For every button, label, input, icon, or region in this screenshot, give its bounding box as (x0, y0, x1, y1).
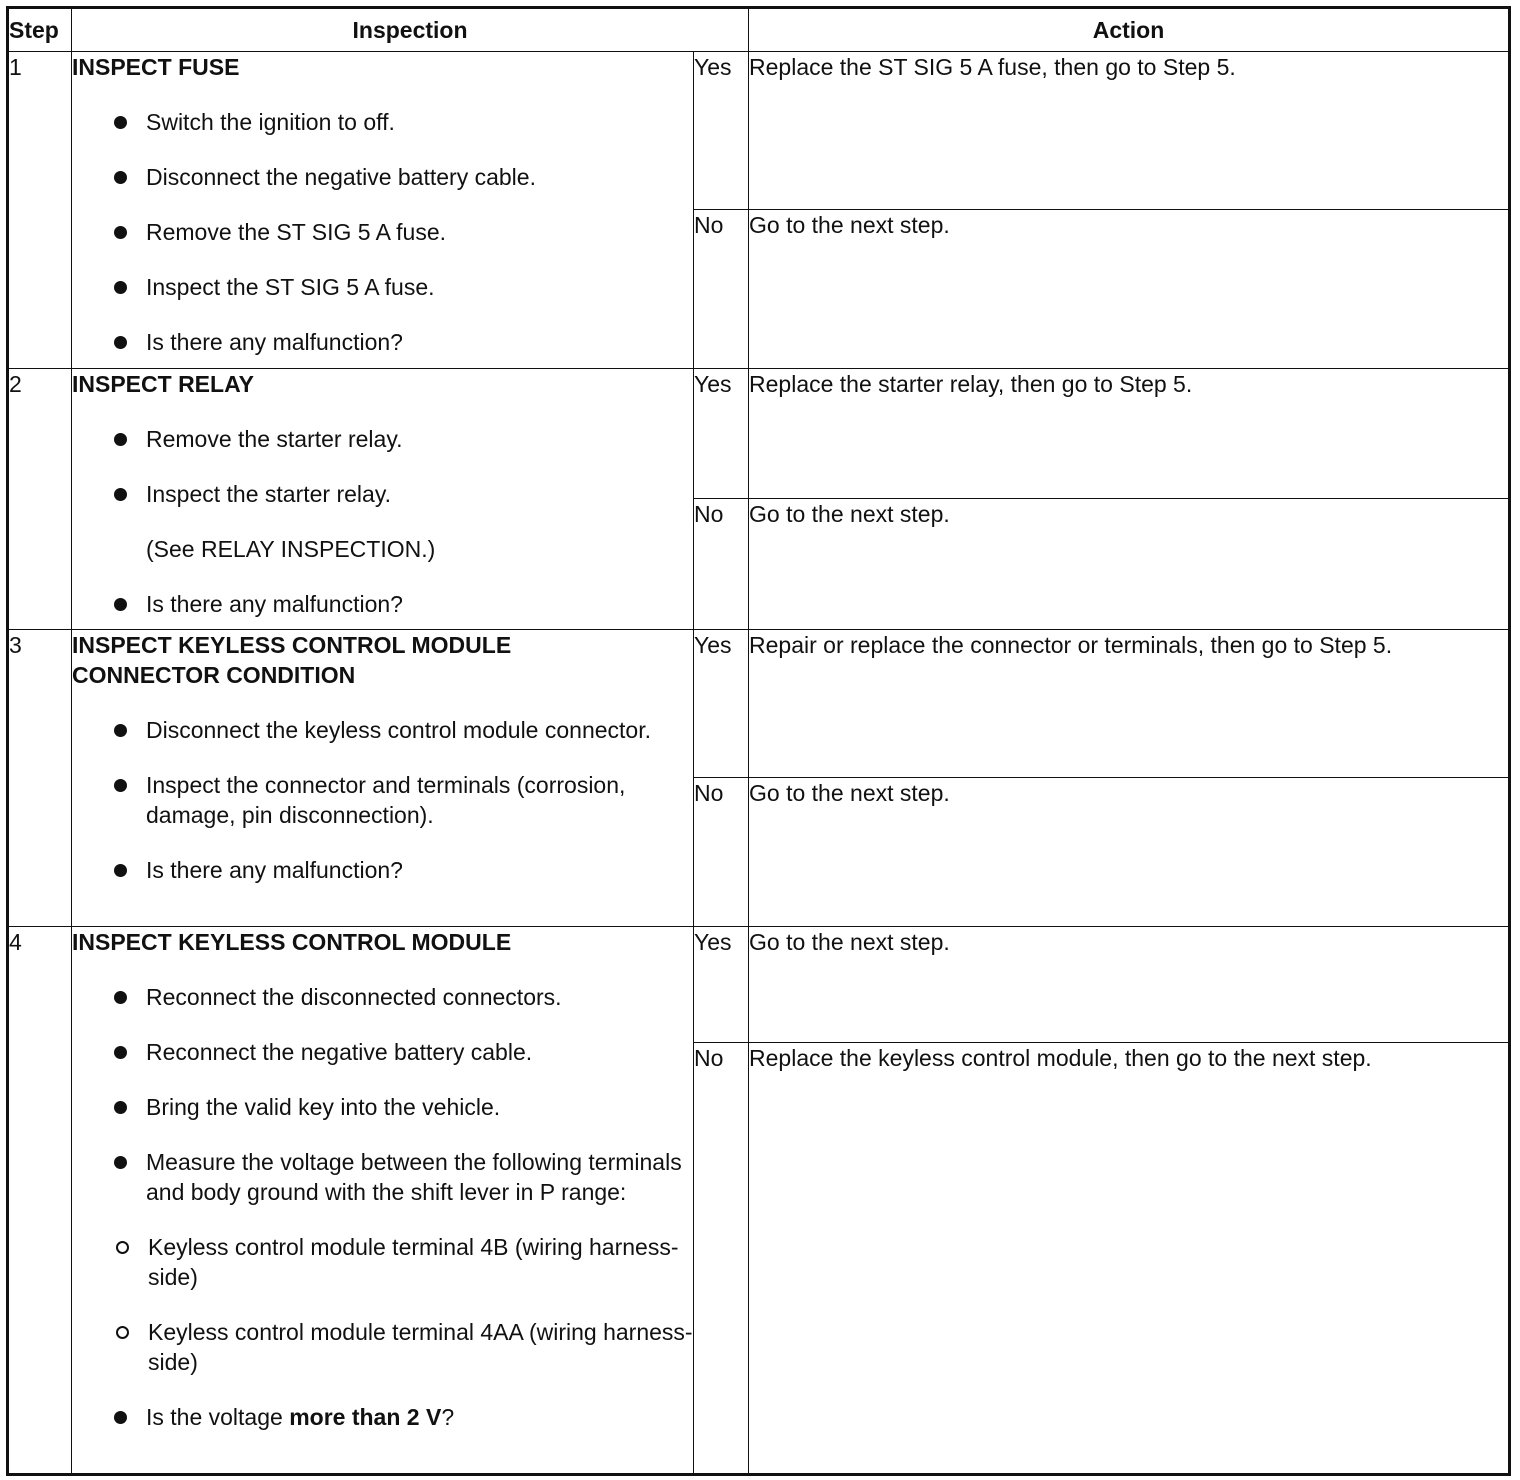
bullet-item: Inspect the connector and terminals (corrosion, damage, pin disconnection). (72, 770, 693, 830)
bullet-item: Reconnect the disconnected connectors. (72, 982, 693, 1012)
step-title: INSPECT FUSE (72, 54, 240, 80)
step-3-yes-row (8, 630, 1510, 778)
bullet-item: Switch the ignition to off. (72, 107, 693, 137)
step-4-yes-row (8, 927, 1510, 1043)
yes-action: Repair or replace the connector or terminals, then go to Step 5. (749, 630, 1510, 778)
no-action: Replace the keyless control module, then go to the next step. (749, 1043, 1510, 1475)
header-inspection: Inspection (72, 8, 749, 52)
bullet-item: Is there any malfunction? (72, 855, 693, 885)
bullet-item: Is there any malfunction? (72, 589, 693, 619)
step-title-line: INSPECT KEYLESS CONTROL MODULE (72, 632, 512, 658)
reference-note: (See RELAY INSPECTION.) (146, 536, 436, 562)
step-title: INSPECT KEYLESS CONTROL MODULE (72, 929, 512, 955)
bullet-text: ? (441, 1404, 455, 1430)
step-number: 3 (8, 630, 72, 927)
step-number: 4 (8, 927, 72, 1475)
bullet-item: Reconnect the negative battery cable. (72, 1037, 693, 1067)
no-label: No (694, 778, 749, 927)
step-1-inspection (72, 52, 694, 369)
bullet-emphasis: more than 2 V (289, 1404, 442, 1430)
yes-action: Go to the next step. (749, 927, 1510, 1043)
yes-label: Yes (694, 52, 749, 210)
bullet-item: Inspect the ST SIG 5 A fuse. (72, 272, 693, 302)
bullet-item: Inspect the starter relay. (72, 479, 693, 509)
yes-label: Yes (694, 369, 749, 499)
bullet-item: Remove the starter relay. (72, 424, 693, 454)
bullet-text: Is the voltage (146, 1404, 290, 1430)
no-action: Go to the next step. (749, 210, 1510, 369)
step-2-yes-row (8, 369, 1510, 499)
sub-bullet-item: Keyless control module terminal 4AA (wiring harness-side) (72, 1317, 693, 1377)
step-number: 1 (8, 52, 72, 369)
header-step: Step (8, 8, 72, 52)
step-number: 2 (8, 369, 72, 630)
no-action: Go to the next step. (749, 499, 1510, 630)
step-title (72, 630, 693, 690)
bullet-text: Measure the voltage between the following terminals and body ground with the shift lever in P range: (146, 1149, 682, 1205)
yes-action: Replace the starter relay, then go to Step 5. (749, 369, 1510, 499)
bullet-item (72, 1147, 693, 1377)
table-header-row (8, 8, 1510, 52)
bullet-item: Bring the valid key into the vehicle. (72, 1092, 693, 1122)
step-4-inspection (72, 927, 694, 1475)
bullet-item (72, 1402, 693, 1432)
step-2-inspection (72, 369, 694, 630)
no-label: No (694, 1043, 749, 1475)
yes-label: Yes (694, 630, 749, 778)
step-title-line: CONNECTOR CONDITION (72, 662, 356, 688)
diagnostic-procedure (6, 6, 1508, 1474)
yes-label: Yes (694, 927, 749, 1043)
inspection-table (6, 6, 1511, 1476)
no-action: Go to the next step. (749, 778, 1510, 927)
no-label: No (694, 210, 749, 369)
bullet-item: Disconnect the keyless control module connector. (72, 715, 693, 745)
sub-bullet-item: Keyless control module terminal 4B (wiring harness-side) (72, 1232, 693, 1292)
step-1-yes-row (8, 52, 1510, 210)
no-label: No (694, 499, 749, 630)
step-3-inspection (72, 630, 694, 927)
header-action: Action (749, 8, 1510, 52)
yes-action: Replace the ST SIG 5 A fuse, then go to Step 5. (749, 52, 1510, 210)
bullet-item: Disconnect the negative battery cable. (72, 162, 693, 192)
step-title: INSPECT RELAY (72, 371, 254, 397)
bullet-item: Is there any malfunction? (72, 327, 693, 357)
bullet-item: Remove the ST SIG 5 A fuse. (72, 217, 693, 247)
